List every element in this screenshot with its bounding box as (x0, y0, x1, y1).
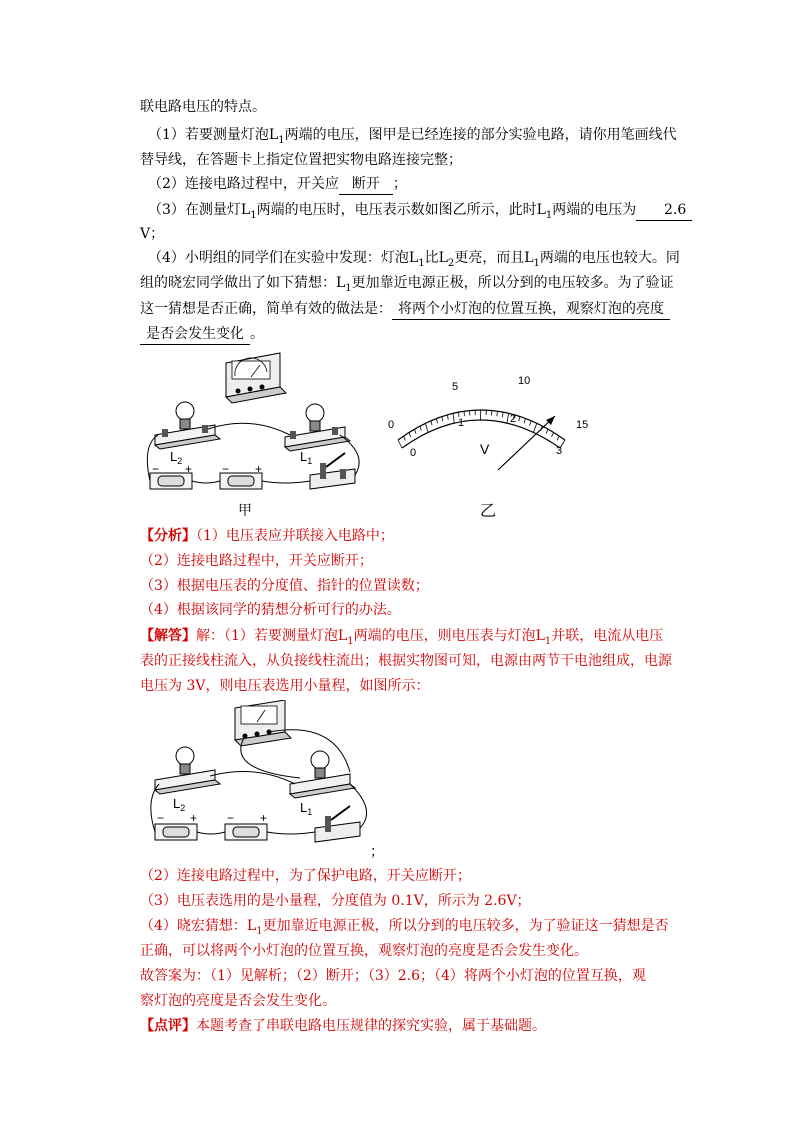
dial-bottom-3: 3 (556, 445, 563, 457)
solution-line-2: 表的正接线柱流入，从负接线柱流出；根据实物图可知，电源由两节干电池组成，电源 (140, 653, 672, 669)
label-l2: $L_2$ (170, 449, 183, 466)
solution-line-4: （2）连接电路过程中，为了保护电路，开关应断开； (140, 868, 471, 884)
comment-tag: 【点评】 (140, 1018, 196, 1034)
battery-2 (225, 824, 267, 840)
question-part-1-cont: 替导线，在答题卡上指定位置把实物电路连接完整； (140, 152, 462, 168)
dial-needle (498, 416, 555, 470)
question-part-3-unit: V； (140, 226, 165, 242)
analysis-line-2: （2）连接电路过程中，开关应断开； (140, 553, 373, 569)
voltmeter-dial-yi (380, 370, 600, 530)
battery-1-minus: − (152, 462, 160, 476)
battery-2-minus: − (222, 462, 230, 476)
dial-tick (524, 419, 525, 424)
dial-tick (403, 436, 405, 440)
answer-blank-4a: 将两个小灯泡的位置互换，观察灯泡的亮度 (392, 299, 670, 320)
dial-tick (546, 429, 548, 433)
solution-line-6: （4）晓宏猜想：$L_1$更加靠近电源正极，所以分到的电压较多，为了验证这一猜想是否 (140, 918, 669, 937)
intro-line: 联电路电压的特点。 (140, 99, 266, 115)
label-l1: $L_1$ (300, 800, 313, 817)
dial-tick (447, 415, 448, 420)
answer-blank-2: 断开 (339, 174, 393, 195)
dial-top-10: 10 (518, 375, 531, 387)
battery-1-minus: − (157, 811, 165, 825)
solution-line-3: 电压为 3V，则电压表选用小量程，如图所示： (140, 678, 430, 694)
circuit-figure-jia (140, 345, 370, 520)
dial-tick (414, 429, 416, 433)
dial-unit-v: V (480, 441, 490, 457)
battery-1-plus: + (185, 462, 193, 476)
final-answer-line-2: 察灯泡的亮度是否会发生变化。 (140, 993, 336, 1009)
label-l1: $L_1$ (300, 449, 313, 466)
dial-tick (497, 411, 498, 416)
analysis-line-1: 【分析】（1）电压表应并联接入电路中； (140, 528, 394, 544)
dial-tick (507, 413, 509, 423)
question-part-4-cont3: 是否会发生变化 。 (140, 324, 264, 345)
dial-tick (502, 412, 503, 417)
circuit-figure-answer (145, 700, 385, 860)
battery-2-plus: + (255, 462, 263, 476)
bulb-l2 (155, 402, 220, 449)
solution-line-7: 正确，可以将两个小灯泡的位置互换，观察灯泡的亮度是否会发生变化。 (140, 943, 588, 959)
dial-tick (425, 423, 428, 432)
comment-line: 【点评】本题考查了串联电路电压规律的探究实验，属于基础题。 (140, 1018, 546, 1034)
bulb-l2 (155, 747, 220, 794)
wire (208, 423, 290, 435)
analysis-tag: 【分析】 (140, 528, 196, 544)
battery-2-plus: + (260, 811, 268, 825)
dial-tick (552, 433, 554, 437)
dial-tick (442, 417, 443, 422)
voltmeter-device (226, 353, 286, 403)
dial-top-0: 0 (388, 419, 395, 431)
dial-tick (533, 423, 536, 432)
solution-tag: 【解答】 (140, 628, 196, 644)
dial-tick (453, 413, 454, 423)
question-part-4-cont: 组的晓宏同学做出了如下猜想：$L_1$更加靠近电源正极，所以分到的电压较多。为了验证 (140, 275, 674, 294)
analysis-line-4: （4）根据该同学的猜想分析可行的办法。 (140, 602, 401, 618)
dial-tick (431, 421, 432, 426)
label-l2: $L_2$ (173, 796, 186, 813)
figure-semicolon: ； (370, 844, 384, 860)
solution-line-1: 【解答】解：（1）若要测量灯泡$L_1$两端的电压，则电压表与灯泡$L_1$并联，电流从电压 (140, 628, 664, 647)
battery-2-minus: − (227, 811, 235, 825)
question-part-3: （3）在测量灯$L_1$两端的电压时，电压表示数如图乙所示，此时$L_1$两端的电压为 2.6 (148, 200, 692, 226)
question-part-4: （4）小明组的同学们在实验中发现：灯泡$L_1$比$L_2$更亮，而且$L_1$两端的电压也较大。同 (148, 250, 680, 269)
question-part-4-cont2: 这一猜想是否正确，简单有效的做法是： 将两个小灯泡的位置互换，观察灯泡的亮度 (140, 299, 670, 320)
dial-tick (420, 426, 421, 430)
battery-1 (155, 824, 197, 840)
analysis-line-3: （3）根据电压表的分度值、指针的位置读数； (140, 578, 429, 594)
dial-tick (530, 421, 532, 426)
dial-tick (557, 436, 559, 440)
final-answer-line-1: 故答案为：（1）见解析；（2）断开；（3）2.6；（4）将两个小灯泡的位置互换，观 (140, 968, 646, 984)
dial-bottom-1: 1 (458, 417, 465, 429)
dial-top-15: 15 (576, 419, 589, 431)
answer-blank-4b: 是否会发生变化 (140, 324, 250, 345)
switch (315, 806, 360, 842)
switch (310, 453, 355, 489)
question-part-1: （1）若要测量灯泡$L_1$两端的电压，图甲是已经连接的部分实验电路，请你用笔画线代 (148, 127, 677, 146)
answer-blank-3: 2.6 (636, 200, 692, 221)
bulb-l1 (285, 404, 350, 451)
dial-bottom-0: 0 (410, 447, 417, 459)
figure-label-jia: 甲 (238, 502, 252, 518)
solution-line-5: （3）电压表选用的是小量程，分度值为 0.1V，所示为 2.6V； (140, 893, 531, 909)
dial-bottom-2: 2 (510, 413, 517, 425)
figure-label-yi: 乙 (480, 503, 497, 520)
dial-tick (436, 419, 437, 424)
dial-tick (398, 440, 402, 448)
battery-1-plus: + (190, 811, 198, 825)
question-part-2: （2）连接电路过程中，开关应 断开 ； (148, 174, 407, 195)
dial-tick (519, 417, 520, 422)
dial-tick (409, 433, 411, 437)
dial-top-5: 5 (452, 381, 459, 393)
bulb-l1 (290, 751, 355, 798)
